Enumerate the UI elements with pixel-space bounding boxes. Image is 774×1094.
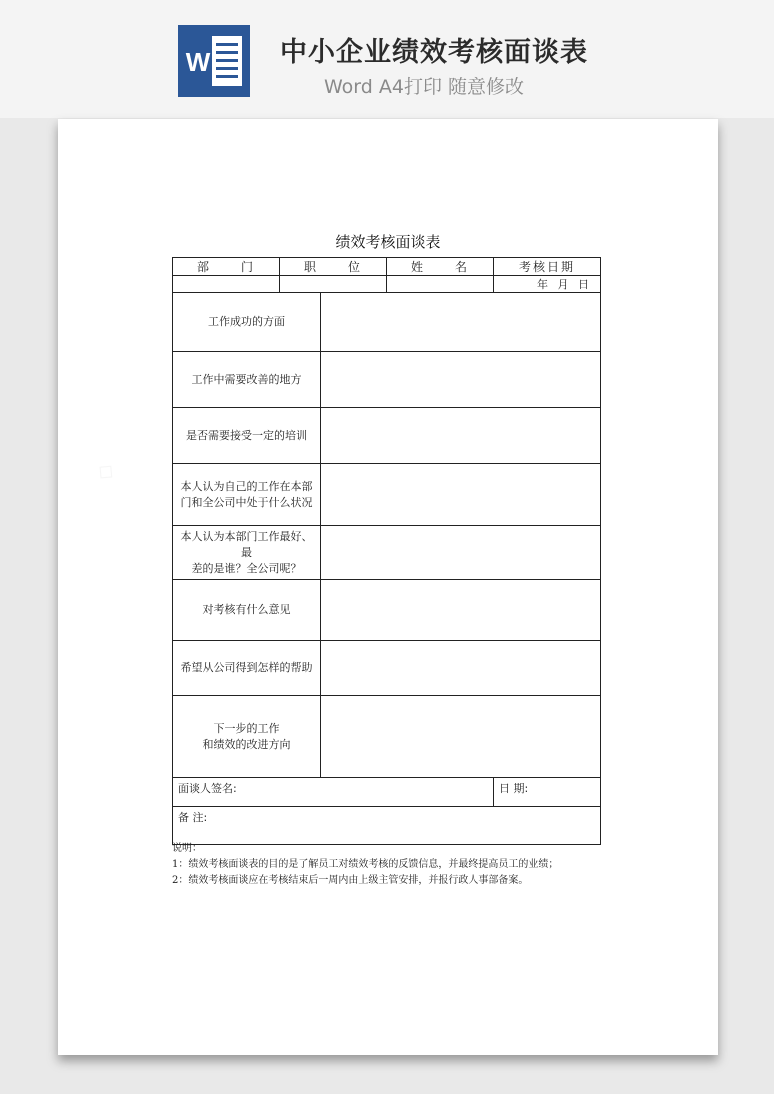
note-line: 2：绩效考核面谈应在考核结束后一周内由上级主管安排，并报行政人事部备案。 (172, 875, 529, 886)
interviewer-signature-field[interactable]: 面谈人签名: (173, 778, 494, 807)
question-label: 工作成功的方面 (173, 293, 321, 352)
question-label: 本人认为本部门工作最好、最 差的是谁？全公司呢？ (173, 526, 321, 580)
table-row (173, 641, 601, 696)
evaluation-table (172, 257, 601, 845)
page-subtitle: Word A4打印 随意修改 (324, 76, 525, 98)
table-row (173, 526, 601, 580)
table-input-row (173, 276, 601, 293)
question-label: 工作中需要改善的地方 (173, 352, 321, 408)
table-row (173, 352, 601, 408)
document-title: 绩效考核面谈表 (335, 233, 441, 251)
name-field[interactable] (387, 276, 494, 293)
answer-field[interactable] (321, 641, 601, 696)
answer-field[interactable] (321, 580, 601, 641)
svg-text:W: W (185, 47, 211, 77)
table-row (173, 293, 601, 352)
question-label: 希望从公司得到怎样的帮助 (173, 641, 321, 696)
answer-field[interactable] (321, 352, 601, 408)
answer-field[interactable] (321, 526, 601, 580)
question-label: 是否需要接受一定的培训 (173, 408, 321, 464)
answer-field[interactable] (321, 293, 601, 352)
question-label: 对考核有什么意见 (173, 580, 321, 641)
department-field[interactable] (173, 276, 280, 293)
watermark (92, 456, 121, 486)
page-title: 中小企业绩效考核面谈表 (280, 37, 588, 68)
signature-date-field[interactable]: 日 期: (494, 778, 601, 807)
header-name: 姓 名 (387, 258, 494, 276)
notes-heading: 说明： (172, 843, 202, 854)
question-label: 本人认为自己的工作在本部 门和全公司中处于什么状况 (173, 464, 321, 526)
table-row (173, 580, 601, 641)
header-department: 部 门 (173, 258, 280, 276)
table-row (173, 464, 601, 526)
review-date-field[interactable]: 年 月 日 (494, 276, 601, 293)
answer-field[interactable] (321, 696, 601, 778)
preview-header (0, 0, 774, 118)
header-position: 职 位 (280, 258, 387, 276)
remark-row (173, 807, 601, 845)
position-field[interactable] (280, 276, 387, 293)
signature-row (173, 778, 601, 807)
table-header-row (173, 258, 601, 276)
header-review-date: 考核日期 (494, 258, 601, 276)
note-line: 1：绩效考核面谈表的目的是了解员工对绩效考核的反馈信息，并最终提高员工的业绩； (172, 859, 559, 870)
table-row (173, 408, 601, 464)
answer-field[interactable] (321, 408, 601, 464)
remark-field[interactable]: 备 注: (173, 807, 601, 845)
notes-section (172, 841, 558, 889)
document-page (58, 119, 718, 1055)
word-icon (178, 25, 250, 97)
table-row (173, 696, 601, 778)
question-label: 下一步的工作 和绩效的改进方向 (173, 696, 321, 778)
answer-field[interactable] (321, 464, 601, 526)
